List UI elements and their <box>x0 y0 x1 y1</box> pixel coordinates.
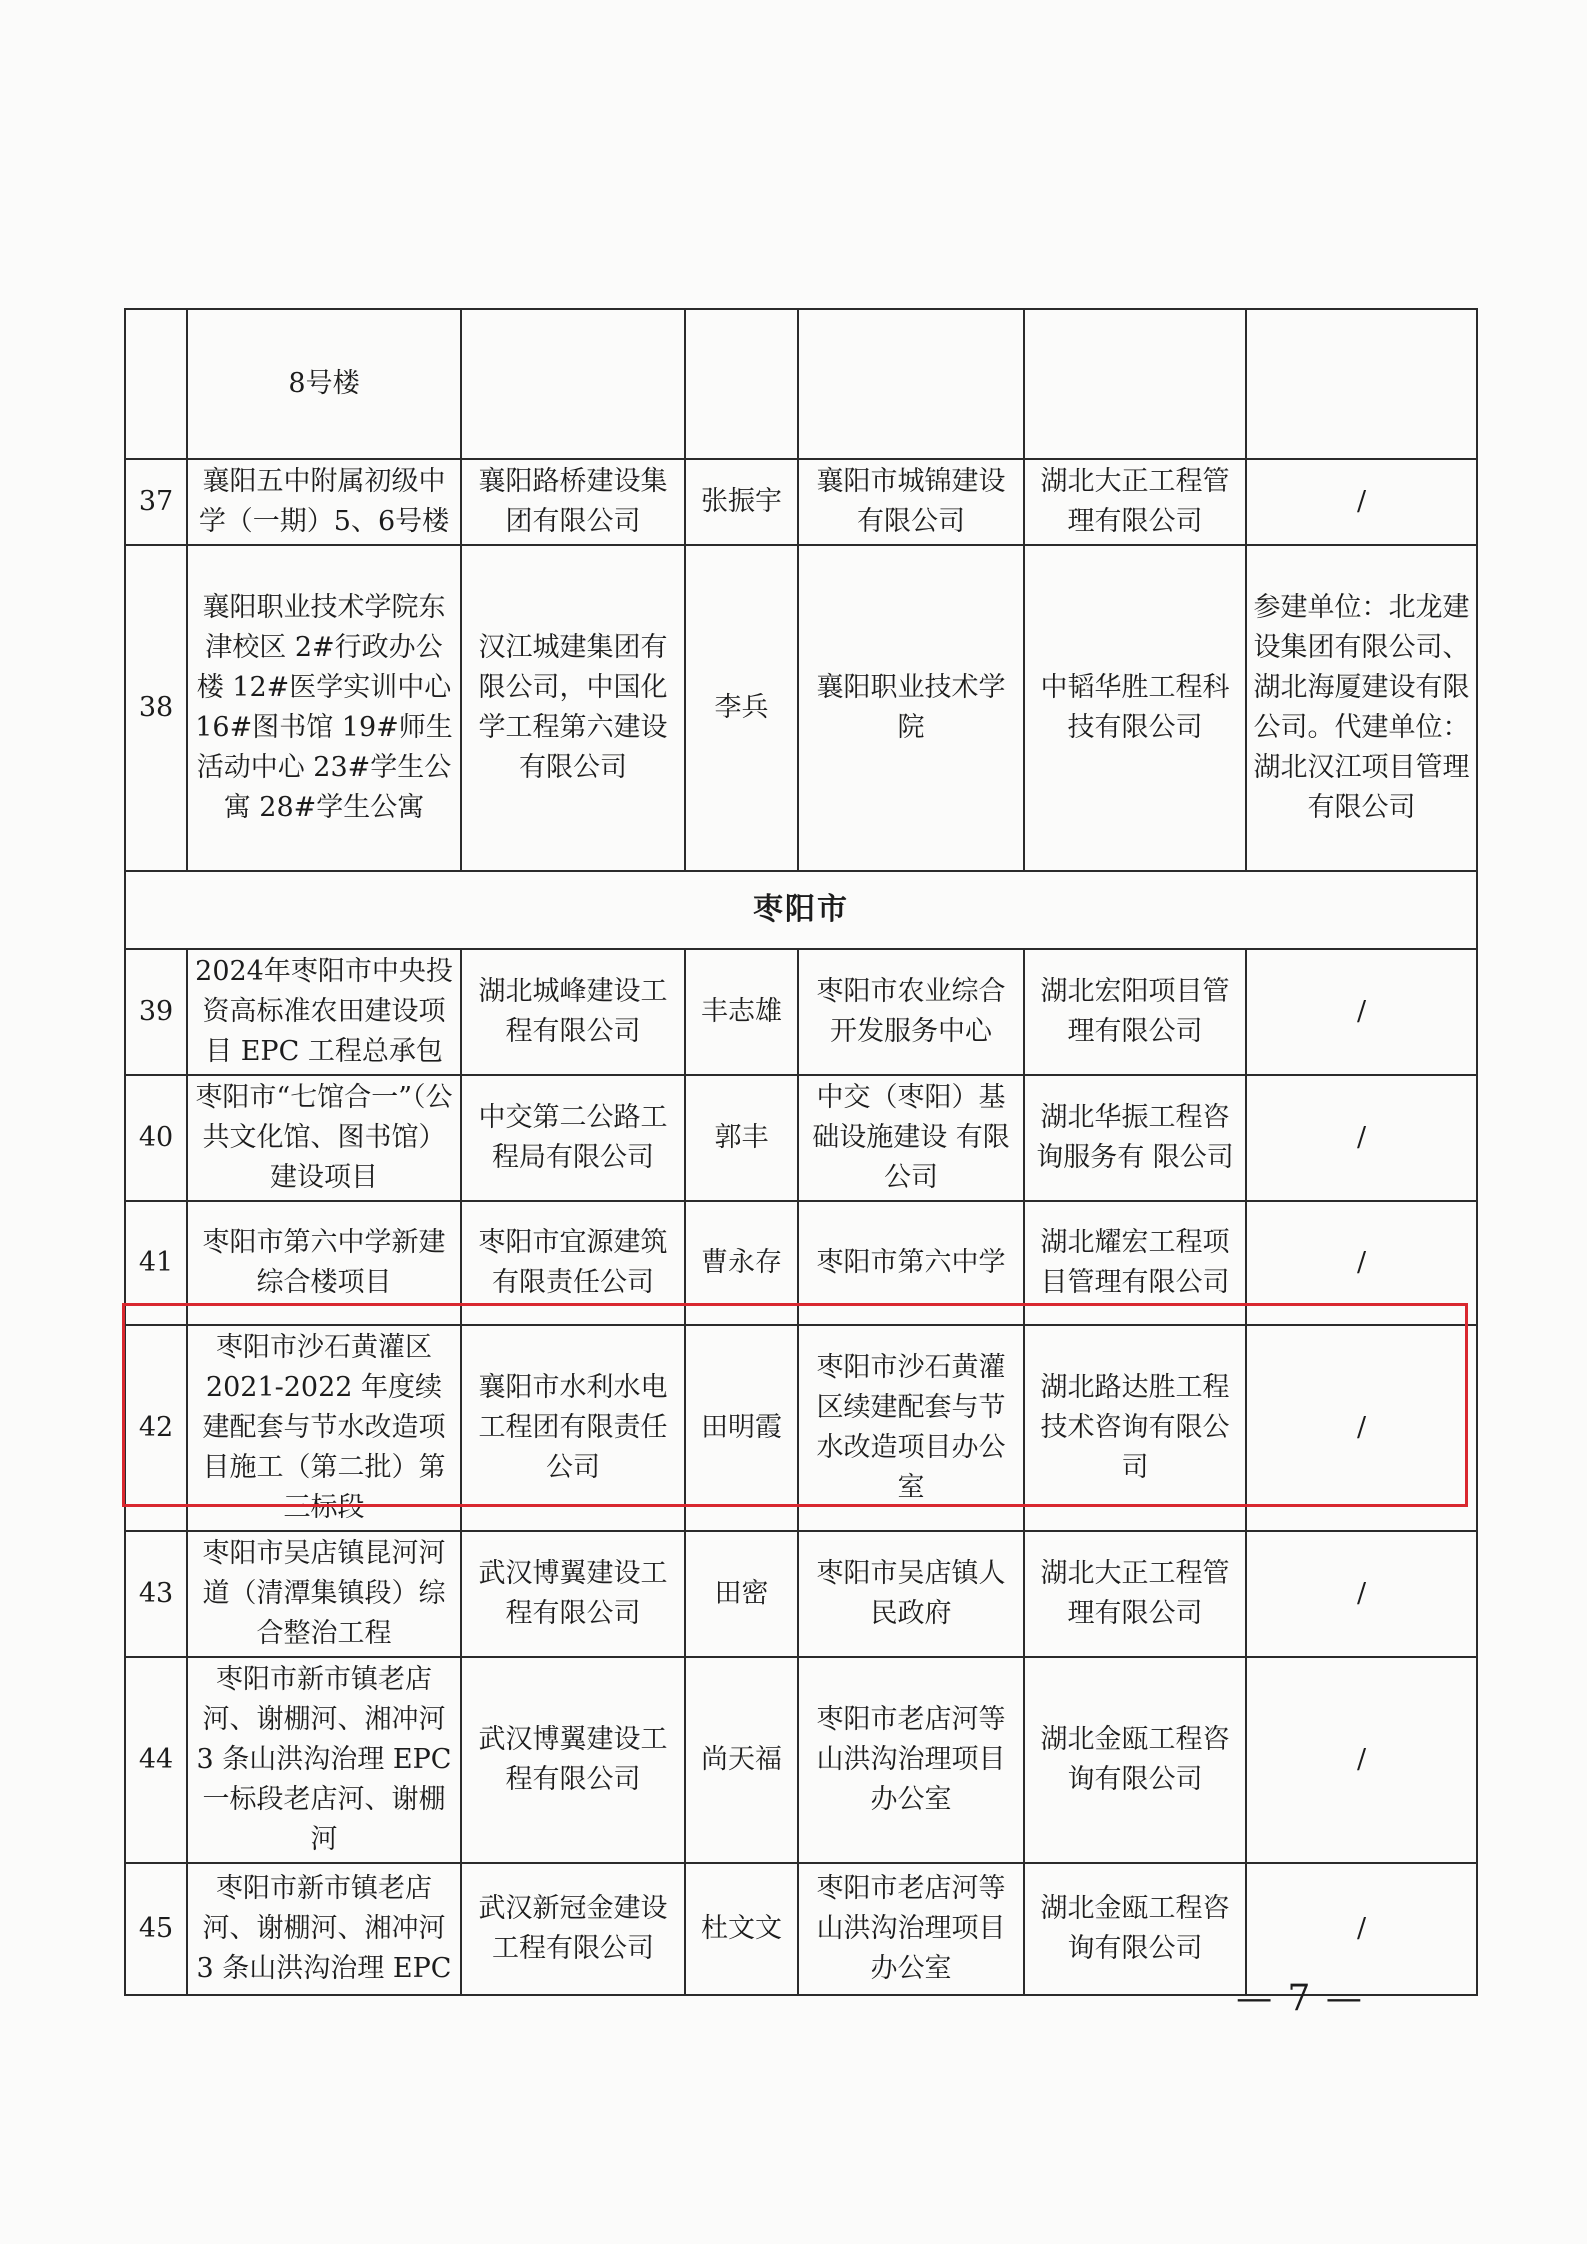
cell-owner: 枣阳市第六中学 <box>798 1201 1024 1325</box>
cell-supervisor: 湖北大正工程管理有限公司 <box>1024 459 1246 545</box>
cell-project: 枣阳市新市镇老店河、谢棚河、湘冲河 3 条山洪沟治理 EPC 一标段老店河、谢棚河 <box>187 1657 461 1863</box>
cell-supervisor: 湖北宏阳项目管理有限公司 <box>1024 949 1246 1075</box>
cell-no: 45 <box>125 1863 187 1995</box>
cell-supervisor: 湖北路达胜工程技术咨询有限公司 <box>1024 1325 1246 1531</box>
cell-owner: 中交（枣阳）基础设施建设 有限公司 <box>798 1075 1024 1201</box>
cell-supervisor: 湖北大正工程管理有限公司 <box>1024 1531 1246 1657</box>
cell-no: 43 <box>125 1531 187 1657</box>
cell-no: 39 <box>125 949 187 1075</box>
cell-remark: / <box>1246 1325 1477 1531</box>
cell-construction: 枣阳市宜源建筑有限责任公司 <box>461 1201 685 1325</box>
cell-owner: 枣阳市老店河等山洪沟治理项目办公室 <box>798 1657 1024 1863</box>
cell-manager: 田明霞 <box>685 1325 798 1531</box>
cell-no: 37 <box>125 459 187 545</box>
project-table <box>124 308 1478 1996</box>
cell-owner: 枣阳市吴店镇人民政府 <box>798 1531 1024 1657</box>
cell-construction: 武汉博翼建设工程有限公司 <box>461 1657 685 1863</box>
cell-project: 枣阳市沙石黄灌区 2021-2022 年度续建配套与节水改造项目施工（第二批）第三标段 <box>187 1325 461 1531</box>
cell-supervisor: 湖北金瓯工程咨询有限公司 <box>1024 1863 1246 1995</box>
cell-construction: 湖北城峰建设工程有限公司 <box>461 949 685 1075</box>
cell-manager: 郭丰 <box>685 1075 798 1201</box>
cell-supervisor: 湖北耀宏工程项目管理有限公司 <box>1024 1201 1246 1325</box>
cell-remark: / <box>1246 1075 1477 1201</box>
table-row-continuation <box>125 309 1477 459</box>
cell-manager: 李兵 <box>685 545 798 871</box>
cell-remark: / <box>1246 1531 1477 1657</box>
cell-owner <box>798 309 1024 459</box>
cell-owner: 枣阳市农业综合开发服务中心 <box>798 949 1024 1075</box>
table-row <box>125 1325 1477 1531</box>
cell-project: 8号楼 <box>187 309 461 459</box>
table-row <box>125 1201 1477 1325</box>
cell-project: 枣阳市吴店镇昆河河道（清潭集镇段）综合整治工程 <box>187 1531 461 1657</box>
cell-owner: 枣阳市沙石黄灌区续建配套与节水改造项目办公室 <box>798 1325 1024 1531</box>
cell-remark: / <box>1246 949 1477 1075</box>
cell-manager <box>685 309 798 459</box>
section-row <box>125 871 1477 949</box>
cell-remark: / <box>1246 1657 1477 1863</box>
cell-supervisor <box>1024 309 1246 459</box>
cell-manager: 张振宇 <box>685 459 798 545</box>
cell-no: 41 <box>125 1201 187 1325</box>
cell-no: 40 <box>125 1075 187 1201</box>
cell-project: 枣阳市新市镇老店河、谢棚河、湘冲河 3 条山洪沟治理 EPC <box>187 1863 461 1995</box>
table-row <box>125 1075 1477 1201</box>
cell-no: 38 <box>125 545 187 871</box>
cell-construction <box>461 309 685 459</box>
table-body <box>125 309 1477 1995</box>
cell-construction: 中交第二公路工程局有限公司 <box>461 1075 685 1201</box>
cell-remark: / <box>1246 1201 1477 1325</box>
cell-remark: / <box>1246 459 1477 545</box>
table-row <box>125 545 1477 871</box>
table-row <box>125 949 1477 1075</box>
cell-supervisor: 湖北华振工程咨询服务有 限公司 <box>1024 1075 1246 1201</box>
cell-supervisor: 湖北金瓯工程咨询有限公司 <box>1024 1657 1246 1863</box>
cell-owner: 襄阳职业技术学院 <box>798 545 1024 871</box>
cell-remark: 参建单位：北龙建设集团有限公司、湖北海厦建设有限公司。代建单位：湖北汉江项目管理有限公司 <box>1246 545 1477 871</box>
cell-remark: / <box>1246 1863 1477 1995</box>
cell-project: 襄阳五中附属初级中学（一期）5、6号楼 <box>187 459 461 545</box>
page-number: — 7 — <box>1236 1978 1364 2019</box>
cell-construction: 襄阳路桥建设集团有限公司 <box>461 459 685 545</box>
cell-manager: 丰志雄 <box>685 949 798 1075</box>
cell-project: 枣阳市“七馆合一”（公共文化馆、图书馆）建设项目 <box>187 1075 461 1201</box>
cell-no: 42 <box>125 1325 187 1531</box>
cell-construction: 武汉新冠金建设工程有限公司 <box>461 1863 685 1995</box>
cell-manager: 田密 <box>685 1531 798 1657</box>
cell-project: 襄阳职业技术学院东津校区 2#行政办公楼 12#医学实训中心 16#图书馆 19#师生活动中心 23#学生公寓 28#学生公寓 <box>187 545 461 871</box>
table-row <box>125 1657 1477 1863</box>
cell-owner: 枣阳市老店河等山洪沟治理项目办公室 <box>798 1863 1024 1995</box>
cell-manager: 曹永存 <box>685 1201 798 1325</box>
cell-no: 44 <box>125 1657 187 1863</box>
cell-project: 2024年枣阳市中央投资高标准农田建设项目 EPC 工程总承包 <box>187 949 461 1075</box>
cell-no <box>125 309 187 459</box>
cell-remark <box>1246 309 1477 459</box>
cell-manager: 杜文文 <box>685 1863 798 1995</box>
table-row <box>125 1863 1477 1995</box>
cell-supervisor: 中韬华胜工程科技有限公司 <box>1024 545 1246 871</box>
cell-owner: 襄阳市城锦建设有限公司 <box>798 459 1024 545</box>
cell-construction: 武汉博翼建设工程有限公司 <box>461 1531 685 1657</box>
cell-manager: 尚天福 <box>685 1657 798 1863</box>
cell-project: 枣阳市第六中学新建综合楼项目 <box>187 1201 461 1325</box>
cell-construction: 汉江城建集团有限公司，中国化学工程第六建设有限公司 <box>461 545 685 871</box>
table-row <box>125 459 1477 545</box>
cell-construction: 襄阳市水利水电工程团有限责任公司 <box>461 1325 685 1531</box>
table-row <box>125 1531 1477 1657</box>
section-title: 枣阳市 <box>125 871 1477 949</box>
